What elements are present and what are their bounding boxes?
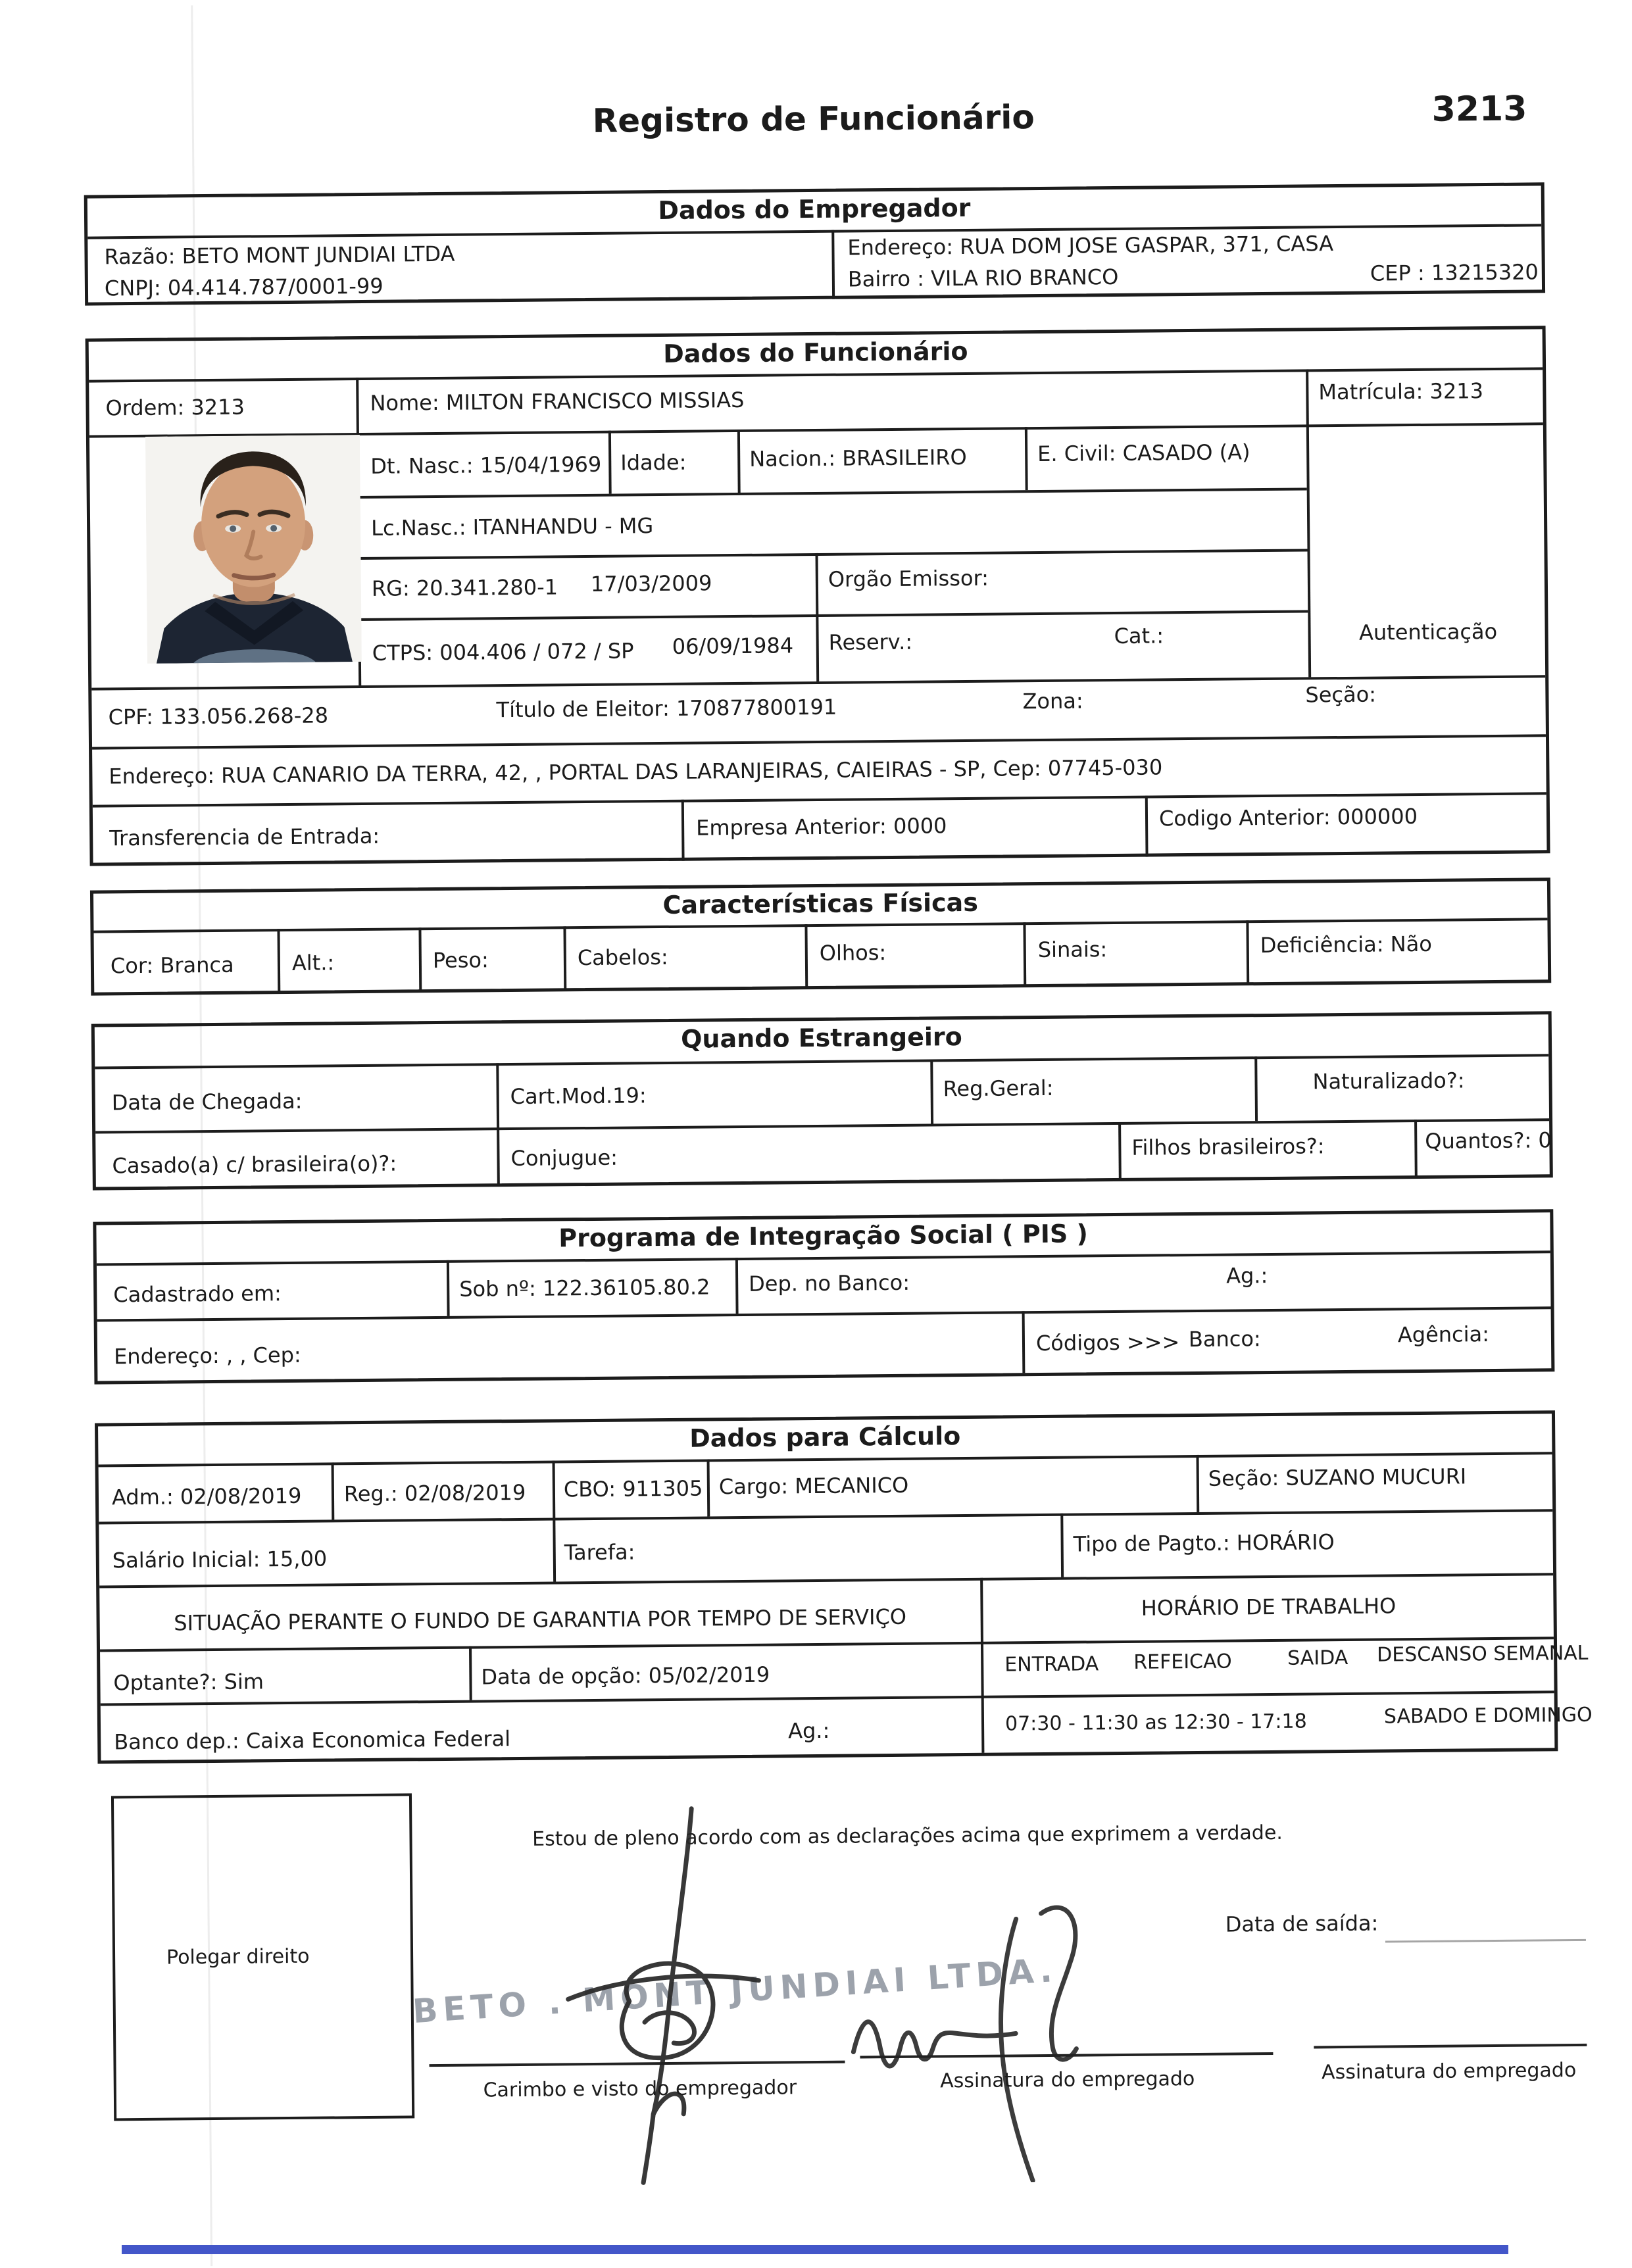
field-olhos: Olhos: [819, 940, 887, 966]
field-cep: CEP : 13215320 [1370, 259, 1539, 286]
field-cabelos: Cabelos: [577, 944, 668, 971]
divider [447, 1260, 450, 1316]
section-title-pis: Programa de Integração Social ( PIS ) [558, 1219, 1089, 1253]
signature-line-empregado-2 [1314, 2044, 1587, 2049]
field-cpf: CPF: 133.056.268-28 [108, 703, 329, 730]
field-cnpj: CNPJ: 04.414.787/0001-99 [104, 273, 383, 301]
field-filhos-brasileiros: Filhos brasileiros?: [1131, 1133, 1325, 1160]
declaracao-texto: Estou de pleno acordo com as declarações acima que exprimem a verdade. [532, 1821, 1283, 1851]
field-bairro: Bairro : VILA RIO BRANCO [847, 264, 1119, 292]
field-sob-no: Sob nº: 122.36105.80.2 [459, 1274, 710, 1302]
divider [1145, 796, 1149, 857]
label-horario-trabalho: HORÁRIO DE TRABALHO [1141, 1593, 1397, 1621]
field-secao-trabalho: Seção: SUZANO MUCURI [1208, 1464, 1467, 1491]
col-entrada: ENTRADA [1004, 1652, 1099, 1677]
field-cart-mod: Cart.Mod.19: [510, 1083, 647, 1110]
field-deficiencia: Deficiência: Não [1260, 931, 1432, 958]
field-dt-nasc: Dt. Nasc.: 15/04/1969 [370, 451, 602, 479]
field-razao: Razão: BETO MONT JUNDIAI LTDA [104, 241, 455, 270]
divider [563, 926, 566, 989]
field-reg: Reg.: 02/08/2019 [343, 1479, 526, 1507]
field-endereco-pis: Endereço: , , Cep: [113, 1342, 301, 1369]
label-carimbo-visto: Carimbo e visto do empregador [483, 2076, 797, 2102]
divider [469, 1646, 472, 1700]
field-endereco-funcionario: Endereço: RUA CANARIO DA TERRA, 42, , PORTAL DAS LARANJEIRAS, CAIEIRAS - SP, Cep: 07745-030 [109, 754, 1163, 789]
divider [930, 1059, 933, 1123]
field-dep-banco: Dep. no Banco: [749, 1270, 910, 1296]
field-casado-brasileira: Casado(a) c/ brasileira(o)?: [112, 1150, 397, 1179]
field-titulo-eleitor: Título de Eleitor: 170877800191 [496, 694, 837, 723]
divider [1022, 1311, 1026, 1373]
field-orgao-emissor: Orgão Emissor: [828, 565, 989, 592]
bottom-scan-bar [122, 2245, 1508, 2254]
field-cor: Cor: Branca [110, 952, 234, 979]
field-endereco-empregador: Endereço: RUA DOM JOSE GASPAR, 371, CASA [847, 231, 1334, 260]
field-transferencia: Transferencia de Entrada: [109, 823, 380, 851]
label-polegar-direito: Polegar direito [166, 1944, 310, 1969]
employee-photo [145, 435, 362, 664]
field-descanso-valor: SABADO E DOMINGO [1383, 1703, 1593, 1729]
divider [737, 430, 741, 493]
field-naturalizado: Naturalizado?: [1312, 1068, 1465, 1095]
field-ag-banco-dep: Ag.: [787, 1717, 830, 1744]
label-assinatura-empregado-2: Assinatura do empregado [1321, 2058, 1577, 2084]
field-salario-inicial: Salário Inicial: 15,00 [112, 1546, 328, 1573]
field-ctps-data: 06/09/1984 [672, 633, 794, 659]
field-ag-pis: Ag.: [1225, 1263, 1268, 1289]
field-adm: Adm.: 02/08/2019 [111, 1483, 302, 1510]
field-reg-geral: Reg.Geral: [943, 1075, 1054, 1102]
divider [1246, 920, 1249, 983]
divider [1025, 427, 1028, 490]
field-sinais: Sinais: [1037, 937, 1108, 963]
data-saida-line [1385, 1939, 1586, 1943]
field-codigos: Códigos >>> [1035, 1329, 1180, 1356]
divider [1023, 922, 1026, 985]
field-alt: Alt.: [291, 950, 335, 975]
col-refeicao: REFEICAO [1133, 1650, 1232, 1674]
field-cbo: CBO: 911305 [563, 1475, 703, 1502]
page-title: Registro de Funcionário [592, 98, 1035, 140]
field-banco-dep: Banco dep.: Caixa Economica Federal [114, 1726, 511, 1755]
divider [1118, 1122, 1122, 1179]
label-data-saida: Data de saída: [1225, 1910, 1379, 1937]
divider [332, 1462, 335, 1519]
visto-empregador-assinatura [526, 1802, 805, 2186]
field-idade: Idade: [620, 449, 687, 476]
section-title-funcionario: Dados do Funcionário [663, 336, 968, 368]
field-conjugue: Conjugue: [510, 1145, 618, 1171]
section-title-empregador: Dados do Empregador [658, 193, 971, 226]
label-fgts: SITUAÇÃO PERANTE O FUNDO DE GARANTIA POR TEMPO DE SERVIÇO [174, 1604, 907, 1636]
divider [418, 927, 422, 990]
field-lc-nasc: Lc.Nasc.: ITANHANDU - MG [370, 513, 654, 541]
divider [1414, 1120, 1418, 1177]
label-assinatura-empregado-1: Assinatura do empregado [940, 2067, 1195, 2093]
carimbo-empregador: BETO . MONT JUNDIAI LTDA. [411, 1950, 1059, 2031]
section-title-fisicas: Características Físicas [662, 887, 979, 920]
empregado-assinatura [842, 1892, 1134, 2184]
divider [707, 1459, 710, 1516]
field-data-chegada: Data de Chegada: [111, 1088, 303, 1116]
field-tarefa: Tarefa: [564, 1539, 635, 1565]
field-banco-pis: Banco: [1188, 1326, 1261, 1352]
section-title-calculo: Dados para Cálculo [689, 1421, 961, 1453]
field-peso: Peso: [432, 947, 489, 974]
divider [608, 431, 612, 494]
divider [735, 1258, 739, 1314]
field-ordem: Ordem: 3213 [105, 394, 245, 421]
field-matricula: Matrícula: 3213 [1318, 378, 1484, 405]
field-optante: Optante?: Sim [113, 1669, 264, 1696]
field-ctps: CTPS: 004.406 / 072 / SP [372, 638, 634, 666]
divider [1254, 1056, 1258, 1121]
field-nacionalidade: Nacion.: BRASILEIRO [749, 444, 967, 472]
divider [1060, 1514, 1064, 1577]
field-nome: Nome: MILTON FRANCISCO MISSIAS [370, 387, 745, 416]
field-zona: Zona: [1022, 688, 1083, 714]
field-quantos: Quantos?: 0 [1425, 1127, 1552, 1154]
col-descanso: DESCANSO SEMANAL [1377, 1641, 1589, 1667]
divider [277, 929, 280, 991]
divider [1196, 1455, 1199, 1512]
field-autenticacao: Autenticação [1358, 618, 1498, 645]
field-rg: RG: 20.341.280-1 [371, 574, 558, 601]
col-saida: SAIDA [1287, 1646, 1348, 1670]
divider [681, 800, 685, 861]
field-cadastrado-em: Cadastrado em: [113, 1281, 282, 1308]
field-cat: Cat.: [1114, 623, 1164, 649]
field-cargo: Cargo: MECANICO [718, 1472, 909, 1500]
page-number: 3213 [1431, 89, 1527, 130]
field-agencia-pis: Agência: [1397, 1321, 1490, 1348]
field-reserv: Reserv.: [828, 629, 913, 655]
field-horario-valor: 07:30 - 11:30 as 12:30 - 17:18 [1004, 1710, 1307, 1736]
divider [804, 924, 808, 987]
field-codigo-anterior: Codigo Anterior: 000000 [1158, 803, 1418, 831]
field-tipo-pagto: Tipo de Pagto.: HORÁRIO [1073, 1529, 1335, 1557]
field-estado-civil: E. Civil: CASADO (A) [1037, 439, 1250, 467]
field-secao-eleitoral: Seção: [1305, 681, 1377, 708]
field-data-opcao: Data de opção: 05/02/2019 [481, 1662, 770, 1690]
section-title-estrangeiro: Quando Estrangeiro [680, 1022, 962, 1054]
field-empresa-anterior: Empresa Anterior: 0000 [695, 813, 947, 841]
field-rg-data: 17/03/2009 [590, 570, 712, 597]
